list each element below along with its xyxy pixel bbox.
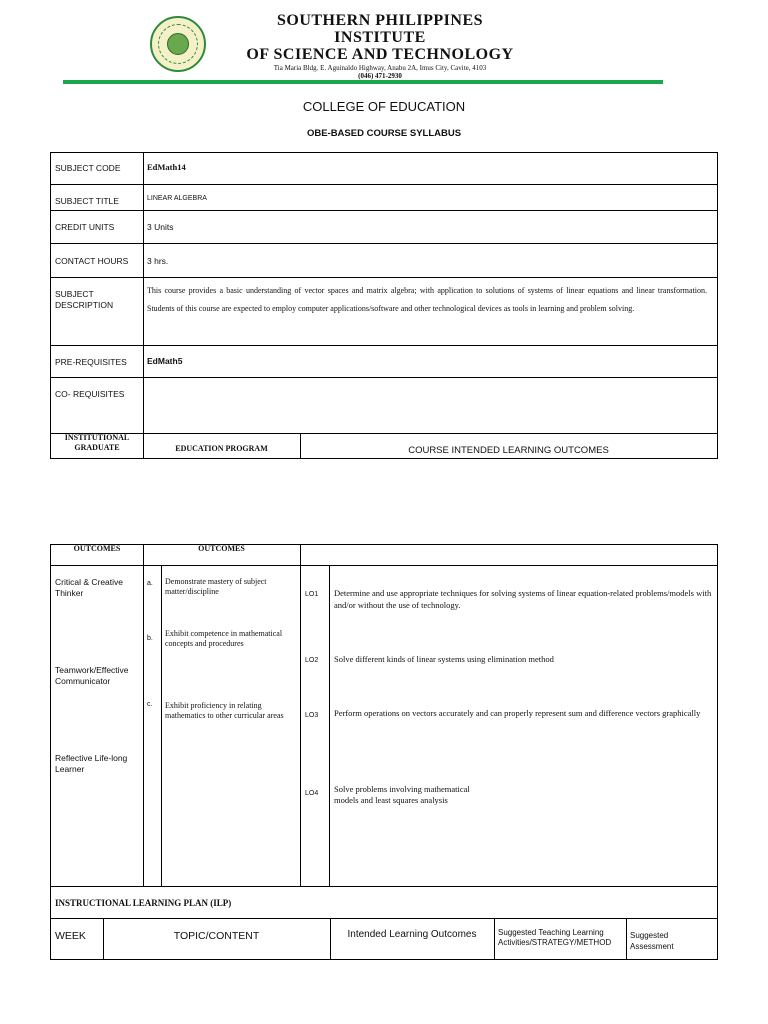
ilp-assessment-header-1: Suggested [630, 931, 669, 940]
school-address: Tia Maria Bldg. E. Aguinaldo Highway, Anabu 2A, Imus City, Cavite, 4103 [273, 64, 487, 72]
ilp-title: INSTRUCTIONAL LEARNING PLAN (ILP) [55, 898, 232, 908]
outcomes-header-a: OUTCOMES [73, 544, 121, 553]
ilp-ilo-header: Intended Learning Outcomes [347, 929, 477, 940]
lo4-code: LO4 [305, 790, 319, 797]
lo2-text: Solve different kinds of linear systems using elimination method [334, 654, 554, 664]
ilp-assessment-header-2: Assessment [630, 942, 674, 951]
description-value: This course provides a basic understanding of vector spaces and matrix algebra; with application to solutions of systems of linear equations and linear transformation. Students of this course are expected to employ computer applications/software and other technological devices as tools in learning and problem solving. [147, 286, 707, 313]
program-outcome-b-text: Exhibit competence in mathematical concepts and procedures [165, 629, 283, 648]
school-name-line1: SOUTHERN PHILIPPINES [276, 12, 484, 29]
credit-units-label: CREDIT UNITS [55, 222, 115, 232]
subject-code-label: SUBJECT CODE [55, 163, 121, 173]
subject-title-label: SUBJECT TITLE [55, 196, 119, 206]
contact-hours-value: 3 hrs. [147, 256, 169, 266]
graduate-attribute-1-line1: Critical & Creative [55, 577, 124, 587]
graduate-attribute-2-line1: Teamwork/Effective [55, 665, 129, 675]
school-name-line2: INSTITUTE [334, 29, 426, 46]
clo-header: COURSE INTENDED LEARNING OUTCOMES [408, 445, 609, 456]
corequisites-label: CO- REQUISITES [55, 389, 125, 399]
program-outcome-c-text: Exhibit proficiency in relating mathematics to other curricular areas [165, 701, 284, 720]
course-info-table [50, 152, 718, 459]
document-type: OBE-BASED COURSE SYLLABUS [306, 128, 462, 139]
credit-units-value: 3 Units [147, 222, 174, 232]
description-label-1: SUBJECT [55, 289, 94, 299]
program-outcome-b-letter: b. [147, 635, 153, 642]
contact-hours-label: CONTACT HOURS [55, 256, 129, 266]
lo1-code: LO1 [305, 591, 319, 598]
college-title: COLLEGE OF EDUCATION [302, 99, 466, 114]
graduate-attribute-3-line1: Reflective Life-long [55, 753, 128, 763]
ilp-week-header: WEEK [55, 930, 86, 942]
graduate-attribute-3-line2: Learner [55, 764, 85, 774]
header-divider [63, 80, 663, 84]
school-seal-logo [150, 16, 206, 72]
lo3-text: Perform operations on vectors accurately and can properly represent sum and difference vectors graphically [334, 708, 701, 718]
school-name-line3: OF SCIENCE AND TECHNOLOGY [246, 46, 514, 63]
lo4-text: Solve problems involving mathematical models and least squares analysis [334, 784, 470, 805]
education-program-header: EDUCATION PROGRAM [175, 444, 268, 453]
ilp-activities-header-1: Suggested Teaching Learning [498, 928, 604, 937]
institutional-header-2: GRADUATE [74, 443, 120, 452]
graduate-attribute-1-line2: Thinker [55, 588, 84, 598]
program-outcome-a-letter: a. [147, 580, 153, 587]
subject-title-value: LINEAR ALGEBRA [147, 195, 207, 202]
outcomes-header-b: OUTCOMES [198, 544, 245, 553]
graduate-attribute-2-line2: Communicator [55, 676, 111, 686]
ilp-topic-header: TOPIC/CONTENT [173, 930, 260, 942]
program-outcome-a-text: Demonstrate mastery of subject matter/discipline [165, 577, 267, 596]
lo2-code: LO2 [305, 657, 319, 664]
description-label-2: DESCRIPTION [55, 300, 114, 310]
lo1-text: Determine and use appropriate techniques for solving systems of linear equation-related problems/models with and/or without the use of technology. [334, 588, 712, 610]
institutional-header-1: INSTITUTIONAL [64, 433, 130, 442]
lo3-code: LO3 [305, 712, 319, 719]
prerequisites-value: EdMath5 [147, 356, 183, 366]
program-outcome-c-letter: c. [147, 701, 153, 708]
ilp-table [50, 886, 718, 960]
school-phone: (046) 471-2930 [358, 72, 402, 80]
subject-code-value: EdMath14 [147, 162, 186, 172]
outcomes-table [50, 544, 718, 887]
ilp-activities-header-2: Activities/STRATEGY/METHOD [498, 938, 612, 947]
prerequisites-label: PRE-REQUISITES [55, 357, 127, 367]
